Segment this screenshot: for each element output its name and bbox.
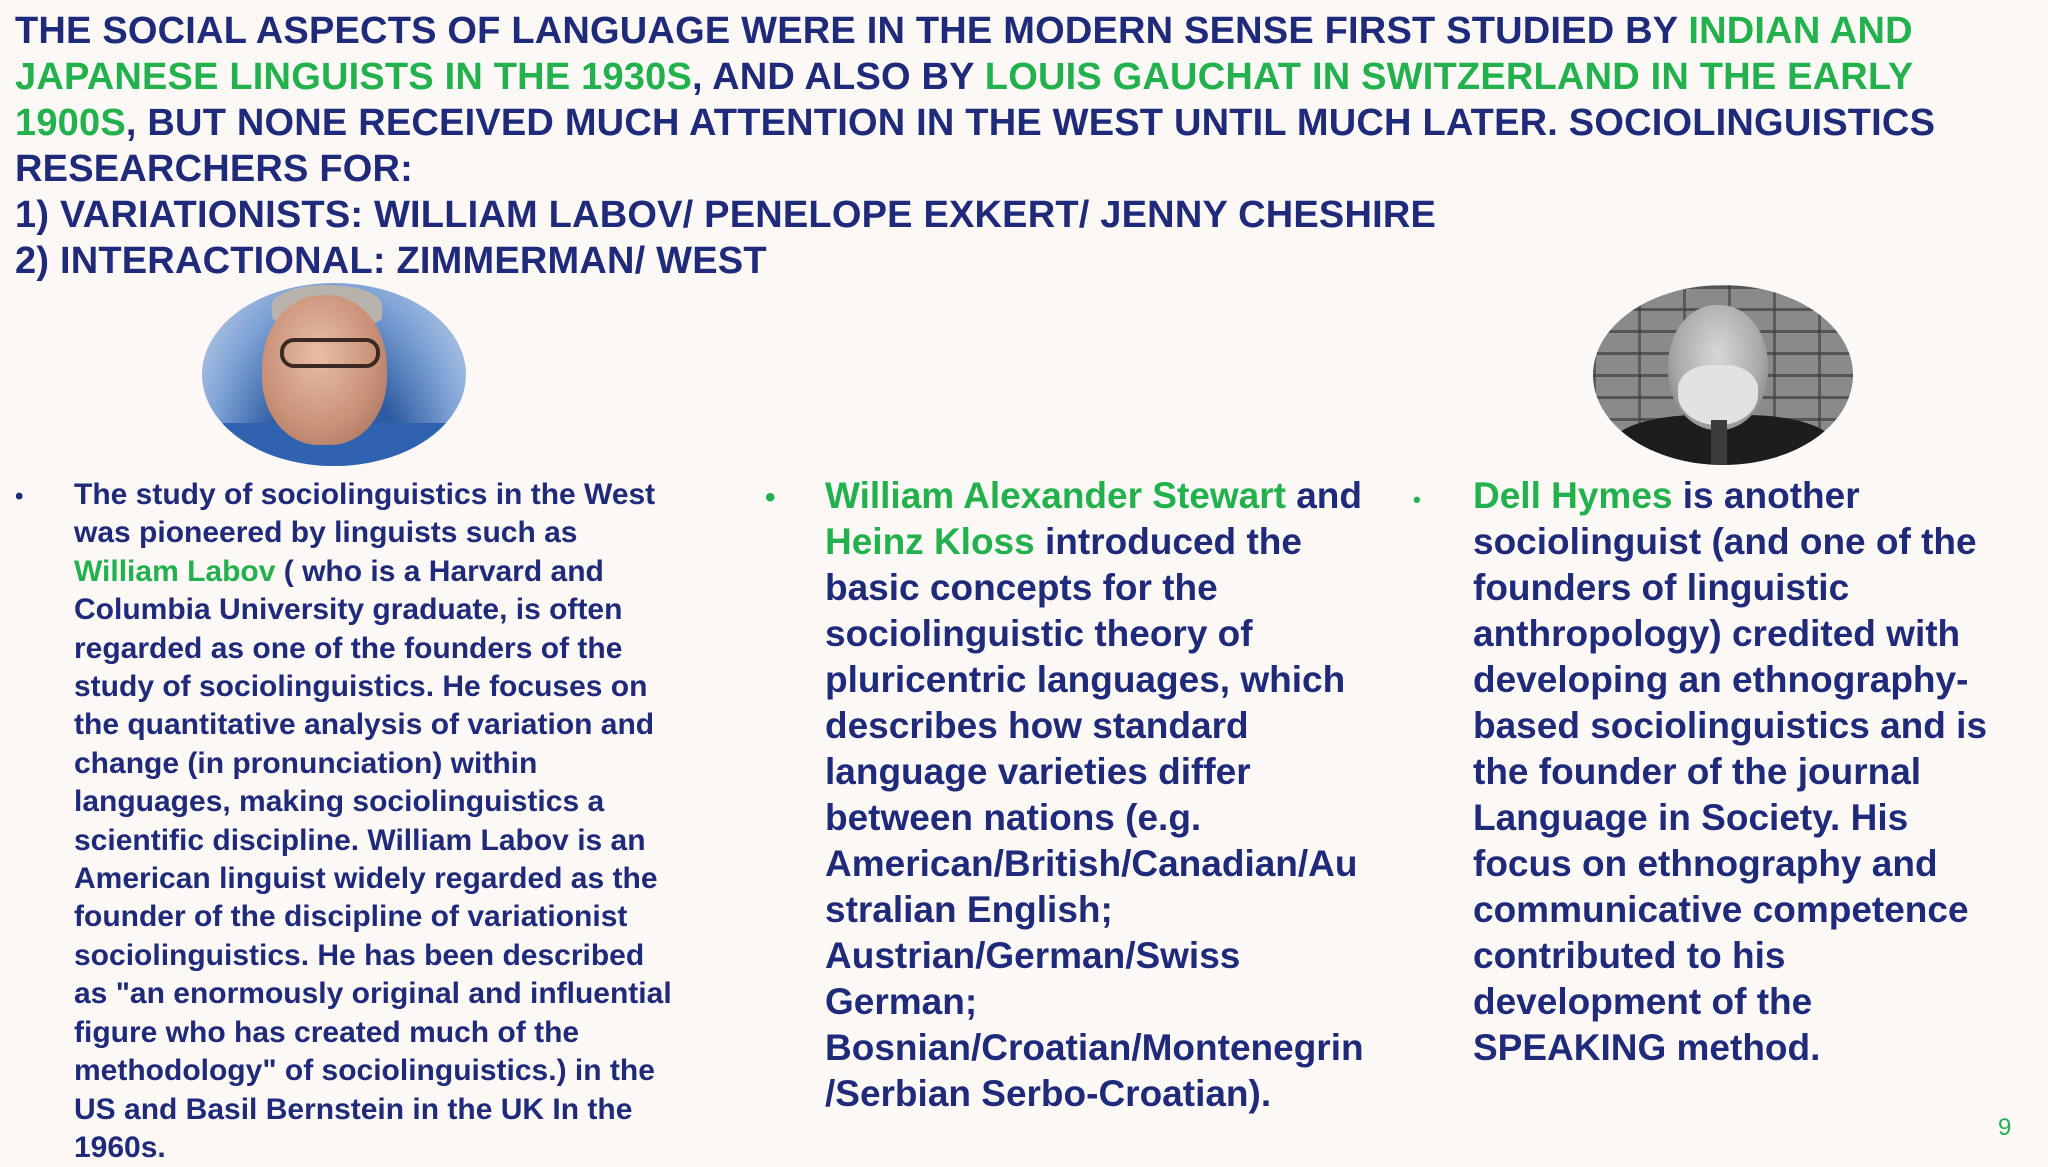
text-line	[1473, 657, 2033, 703]
bullet-text	[1473, 473, 2033, 1071]
text-line	[74, 975, 715, 1013]
text-line	[1473, 749, 2033, 795]
text-run: sociolinguist (and one of the	[1473, 521, 1977, 562]
text-line	[15, 8, 2005, 54]
highlighted-text: William Alexander Stewart	[825, 475, 1286, 516]
text-run: the founder of the journal	[1473, 751, 1922, 792]
text-run: the quantitative analysis of variation and	[74, 708, 655, 742]
text-run: language varieties differ	[825, 751, 1251, 792]
text-run: US and Basil Bernstein in the UK In the	[74, 1092, 633, 1126]
photo-tie	[1711, 420, 1727, 465]
text-line	[1473, 473, 2033, 519]
highlighted-text: William Labov	[74, 554, 276, 588]
text-run: 2) INTERACTIONAL: ZIMMERMAN/ WEST	[15, 240, 767, 282]
text-run: development of the	[1473, 981, 1813, 1022]
text-line	[1473, 1025, 2033, 1071]
text-line	[825, 703, 1395, 749]
text-run: , AND ALSO BY	[692, 56, 985, 98]
text-run: stralian English;	[825, 889, 1113, 930]
text-run: communicative competence	[1473, 889, 1969, 930]
bullet-column-2	[765, 473, 1395, 1117]
text-run: languages, making sociolinguistics a	[74, 785, 605, 819]
text-run: Language in Society. His	[1473, 797, 1909, 838]
bullet-column-3	[1413, 473, 2033, 1071]
bullet-marker: •	[15, 483, 24, 510]
text-run: pluricentric languages, which	[825, 659, 1346, 700]
text-run: regarded as one of the founders of the	[74, 631, 623, 665]
text-line	[825, 1071, 1395, 1117]
highlighted-text: Dell Hymes	[1473, 475, 1673, 516]
text-line	[1473, 979, 2033, 1025]
text-line	[825, 473, 1395, 519]
text-run: 1) VARIATIONISTS: WILLIAM LABOV/ PENELOPE EXKERT/ JENNY CHESHIRE	[15, 194, 1437, 236]
text-line	[1473, 887, 2033, 933]
text-line	[74, 668, 715, 706]
text-line	[74, 937, 715, 975]
text-line	[825, 611, 1395, 657]
photo-beard	[1678, 365, 1758, 425]
text-line	[15, 100, 2005, 146]
text-line	[825, 565, 1395, 611]
text-line	[74, 898, 715, 936]
text-line	[825, 979, 1395, 1025]
text-line	[1473, 611, 2033, 657]
text-run: change (in pronunciation) within	[74, 746, 538, 780]
photo-face	[262, 295, 387, 445]
text-line	[74, 553, 715, 591]
text-line	[15, 192, 2005, 238]
text-run: German;	[825, 981, 978, 1022]
highlighted-text: 1900S	[15, 102, 126, 144]
text-run: as "an enormously original and influential	[74, 977, 672, 1011]
text-line	[825, 1025, 1395, 1071]
text-run: basic concepts for the	[825, 567, 1218, 608]
text-line	[74, 822, 715, 860]
text-line	[825, 519, 1395, 565]
text-run: contributed to his	[1473, 935, 1786, 976]
text-line	[15, 238, 2005, 284]
text-run: anthropology) credited with	[1473, 613, 1961, 654]
text-line	[1473, 933, 2033, 979]
highlighted-text: LOUIS GAUCHAT IN SWITZERLAND IN THE EARLY	[984, 56, 1914, 98]
text-line	[1473, 703, 2033, 749]
bullet-text	[74, 476, 715, 1167]
portrait-photo-right	[1593, 285, 1853, 465]
bullet-marker: •	[1413, 487, 1421, 512]
text-line	[74, 1129, 715, 1167]
text-line	[825, 887, 1395, 933]
text-line	[74, 514, 715, 552]
text-run: /Serbian Serbo-Croatian).	[825, 1073, 1272, 1114]
text-line	[1473, 841, 2033, 887]
text-line	[74, 745, 715, 783]
text-run: was pioneered by linguists such as	[74, 516, 578, 550]
text-line	[825, 841, 1395, 887]
text-line	[74, 476, 715, 514]
text-line	[74, 706, 715, 744]
text-line	[74, 1091, 715, 1129]
text-run: is another	[1672, 475, 1860, 516]
text-run: , BUT NONE RECEIVED MUCH ATTENTION IN THE WEST UNTIL MUCH LATER. SOCIOLINGUISTICS	[125, 102, 1936, 144]
bullet-marker: •	[765, 481, 776, 514]
text-run: Columbia University graduate, is often	[74, 593, 623, 627]
text-run: methodology" of sociolinguistics.) in the	[74, 1054, 655, 1088]
text-line	[1473, 519, 2033, 565]
text-run: RESEARCHERS FOR:	[15, 148, 414, 190]
slide-title	[15, 8, 2005, 284]
text-line	[74, 630, 715, 668]
text-line	[825, 795, 1395, 841]
portrait-photo-left	[202, 283, 466, 466]
bullet-column-1	[15, 476, 715, 1167]
text-run: SPEAKING method.	[1473, 1027, 1821, 1068]
text-run: American/British/Canadian/Au	[825, 843, 1358, 884]
text-run: founders of linguistic	[1473, 567, 1850, 608]
text-run: scientific discipline. William Labov is an	[74, 823, 646, 857]
text-run: American linguist widely regarded as the	[74, 862, 658, 896]
text-line	[74, 783, 715, 821]
text-run: figure who has created much of the	[74, 1015, 580, 1049]
photo-glasses	[280, 338, 380, 368]
text-line	[825, 933, 1395, 979]
text-run: study of sociolinguistics. He focuses on	[74, 670, 648, 704]
highlighted-text: JAPANESE LINGUISTS IN THE 1930S	[15, 56, 693, 98]
text-run: introduced the	[1034, 521, 1302, 562]
text-run: Bosnian/Croatian/Montenegrin	[825, 1027, 1364, 1068]
text-run: developing an ethnography-	[1473, 659, 1969, 700]
text-line	[74, 860, 715, 898]
text-run: THE SOCIAL ASPECTS OF LANGUAGE WERE IN THE MODERN SENSE FIRST STUDIED BY	[15, 10, 1689, 52]
text-line	[74, 1014, 715, 1052]
bullet-text	[825, 473, 1395, 1117]
text-run: and	[1285, 475, 1363, 516]
text-run: sociolinguistics. He has been described	[74, 938, 645, 972]
text-run: between nations (e.g.	[825, 797, 1202, 838]
text-line	[1473, 565, 2033, 611]
text-run: Austrian/German/Swiss	[825, 935, 1241, 976]
highlighted-text: Heinz Kloss	[825, 521, 1035, 562]
highlighted-text: INDIAN AND	[1688, 10, 1913, 52]
text-run: The study of sociolinguistics in the West	[74, 478, 656, 511]
text-run: focus on ethnography and	[1473, 843, 1938, 884]
text-run: sociolinguistic theory of	[825, 613, 1253, 654]
text-run: ( who is a Harvard and	[275, 554, 604, 588]
text-line	[15, 146, 2005, 192]
text-line	[74, 591, 715, 629]
text-run: based sociolinguistics and is	[1473, 705, 1988, 746]
text-line	[1473, 795, 2033, 841]
text-run: founder of the discipline of variationist	[74, 900, 628, 934]
text-line	[825, 749, 1395, 795]
text-run: describes how standard	[825, 705, 1249, 746]
text-run: 1960s.	[74, 1130, 166, 1164]
text-line	[825, 657, 1395, 703]
text-line	[15, 54, 2005, 100]
page-number: 9	[1998, 1114, 2012, 1141]
text-line	[74, 1052, 715, 1090]
